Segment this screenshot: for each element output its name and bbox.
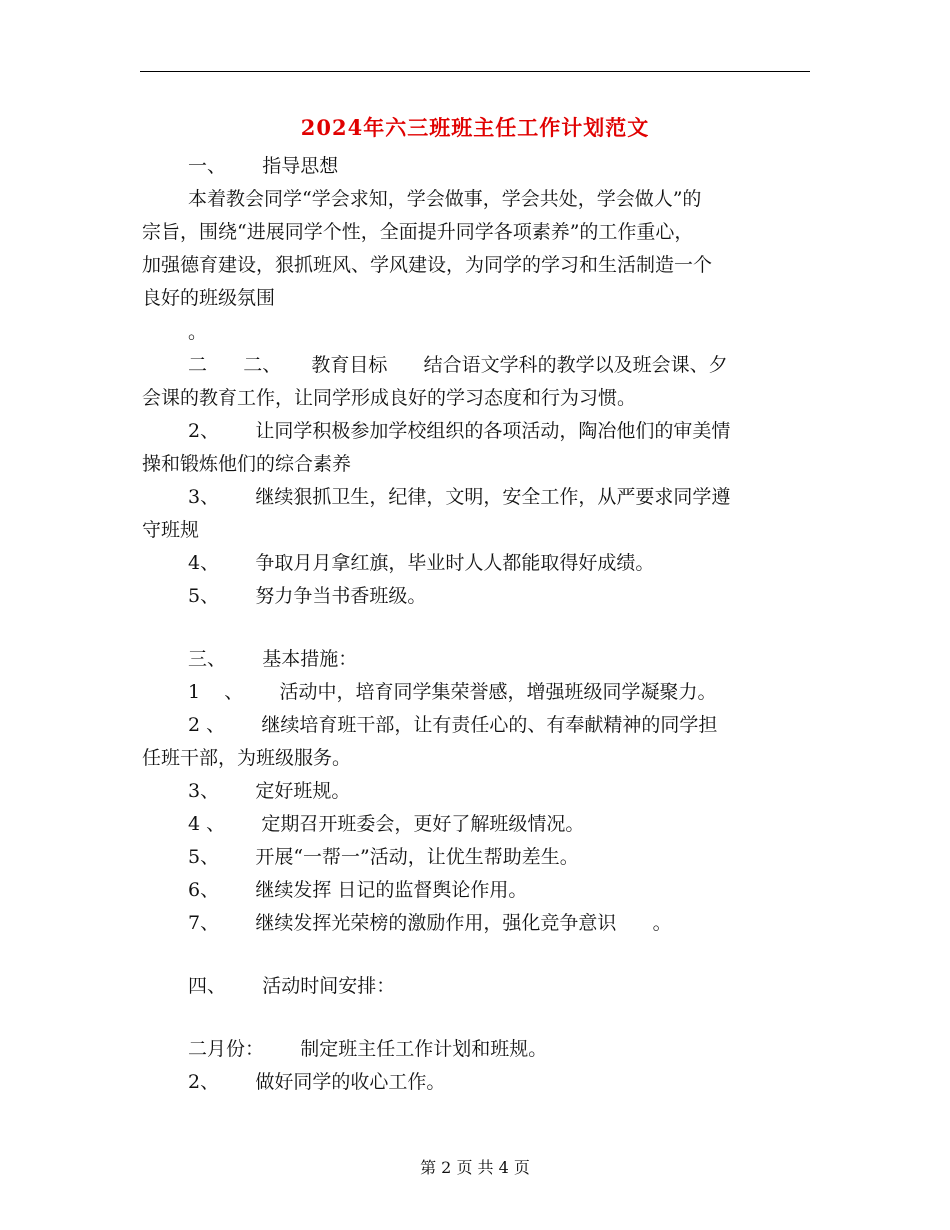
section-heading-1: 一、 指导思想 — [188, 155, 339, 177]
section-heading-3: 三、 基本措施： — [188, 648, 358, 670]
paragraph-line: 守班规 — [142, 519, 200, 541]
paragraph-line: 。 — [188, 321, 208, 343]
header-rule — [140, 71, 810, 72]
list-item: 5、 努力争当书香班级。 — [188, 585, 427, 607]
paragraph-line: 任班干部，为班级服务。 — [142, 747, 352, 769]
paragraph-line: 会课的教育工作，让同学形成良好的学习态度和行为习惯。 — [142, 387, 637, 409]
list-item: 2、 做好同学的收心工作。 — [188, 1071, 446, 1093]
list-item: 4 、 定期召开班委会，更好了解班级情况。 — [188, 813, 585, 835]
page-number: 第 2 页 共 4 页 — [420, 1158, 530, 1177]
list-item: 3、 继续狠抓卫生，纪律，文明，安全工作，从严要求同学遵 — [188, 486, 731, 508]
section-heading-4: 四、 活动时间安排： — [188, 975, 396, 997]
section-heading-2: 二 二、 教育目标 结合语文学科的教学以及班会课、夕 — [188, 354, 728, 376]
list-item: 2、 让同学积极参加学校组织的各项活动，陶冶他们的审美情 — [188, 420, 731, 442]
list-item: 1 、 活动中，培育同学集荣誉感，增强班级同学凝聚力。 — [188, 681, 717, 703]
list-item: 7、 继续发挥光荣榜的激励作用，强化竞争意识 。 — [188, 912, 672, 934]
list-item: 二月份： 制定班主任工作计划和班规。 — [188, 1038, 548, 1060]
paragraph-line: 良好的班级氛围 — [142, 287, 276, 309]
list-item: 5、 开展“一帮一”活动，让优生帮助差生。 — [188, 846, 579, 868]
list-item: 2 、 继续培育班干部，让有责任心的、有奉献精神的同学担 — [188, 714, 718, 736]
paragraph-line: 本着教会同学“学会求知，学会做事，学会共处，学会做人”的 — [188, 188, 702, 210]
paragraph-line: 加强德育建设，狠抓班风、学风建设，为同学的学习和生活制造一个 — [142, 254, 713, 276]
document-title: 2024年六三班班主任工作计划范文 — [300, 115, 650, 140]
paragraph-line: 宗旨，围绕“进展同学个性，全面提升同学各项素养”的工作重心， — [142, 221, 694, 243]
paragraph-line: 操和锻炼他们的综合素养 — [142, 453, 352, 475]
list-item: 6、 继续发挥 日记的监督舆论作用。 — [188, 879, 528, 901]
list-item: 4、 争取月月拿红旗，毕业时人人都能取得好成绩。 — [188, 552, 655, 574]
list-item: 3、 定好班规。 — [188, 780, 351, 802]
